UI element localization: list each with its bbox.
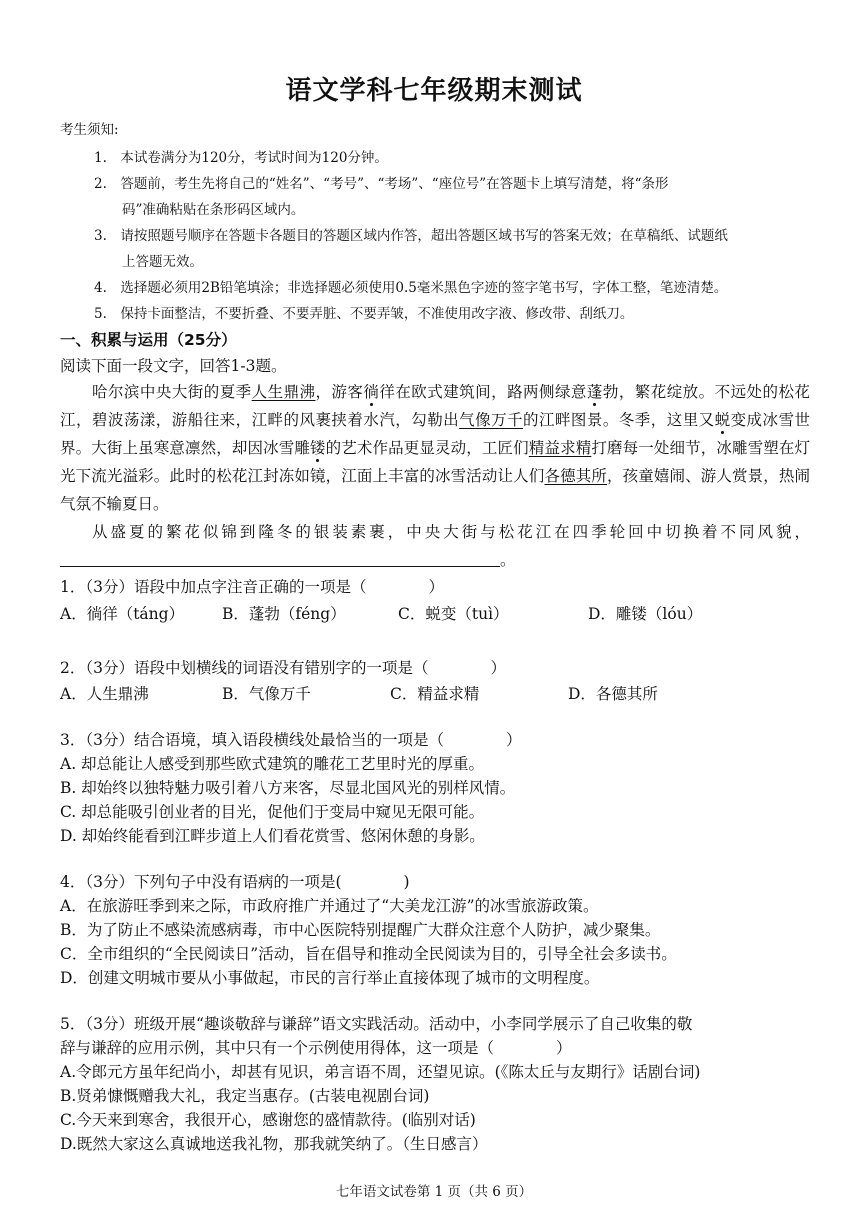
option-d: D.既然大家这么真诚地送我礼物，那我就笑纳了。（生日感言）	[60, 1135, 488, 1153]
section-intro: 阅读下面一段文字，回答1-3题。	[60, 357, 287, 375]
notice-item: 2. 答题前，考生先将自己的“姓名”、“考号”、“考场”、“座位号”在答题卡上填写清楚，将“条形	[94, 176, 669, 192]
underlined-word-3: 精益求精	[528, 439, 592, 457]
section-heading: 一、积累与运用（25分）	[60, 331, 237, 349]
option-b: B.贤弟慷慨赠我大礼，我定当惠存。(古装电视剧台词)	[60, 1087, 430, 1105]
question-5-stem: 辞与谦辞的应用示例，其中只有一个示例使用得体，这一项是（ ）	[60, 1039, 572, 1057]
option-c: C．全市组织的“全民阅读日”活动，旨在倡导和推动全民阅读为目的，引导全社会多读书。	[60, 945, 677, 963]
underlined-word-1: 人生鼎沸	[251, 383, 316, 401]
question-3-stem: 3．（3分）结合语境，填入语段横线处最恰当的一项是（ ）	[60, 731, 522, 749]
option-a: A.令郎元方虽年纪尚小，却甚有见识，弟言语不周，还望见谅。(《陈太丘与友期行》话剧台词)	[60, 1063, 701, 1081]
answer-blank-line	[60, 550, 500, 567]
dotted-char: 徜	[363, 383, 380, 401]
reading-passage-end: 从盛夏的繁花似锦到隆冬的银装素裹，中央大街与松花江在四季轮回中切换着不同风貌，。	[60, 518, 810, 574]
option-a: A．在旅游旺季到来之际，市政府推广并通过了“大美龙江游”的冰雪旅游政策。	[60, 897, 599, 915]
dotted-char: 蜕	[714, 411, 731, 429]
notice-item: 1. 本试卷满分为120分，考试时间为120分钟。	[94, 150, 388, 166]
reading-passage: 哈尔滨中央大街的夏季人生鼎沸，游客徜徉在欧式建筑间，路两侧绿意蓬勃，繁花绽放。不远处的松花江，碧波荡漾，游船往来，江畔的风裹挟着水汽，勾勒出气像万千的江畔图景。冬季，这里又蜕变成冰雪世界。大街上虽寒意凛然，却因冰雪雕镂的艺术作品更显灵动，工匠们精益求精打磨每一处细节，冰雕雪塑在灯光下流光溢彩。此时的松花江封冻如镜，江面上丰富的冰雪活动让人们各德其所，孩童嬉闹、游人赏景，热闹气氛不输夏日。	[60, 383, 810, 513]
dotted-char: 镂	[310, 439, 326, 457]
option-c: C．蜕变（tuì）	[398, 605, 509, 623]
option-b: B．为了防止不感染流感病毒，市中心医院特别提醒广大群众注意个人防护，减少聚集。	[60, 921, 661, 939]
dotted-char: 蓬	[586, 383, 603, 401]
notice-heading: 考生须知:	[60, 122, 119, 138]
option-d: D．雕镂（lóu）	[588, 605, 703, 623]
page-title: 语文学科七年级期末测试	[285, 76, 583, 106]
notice-item: 4. 选择题必须用2B铅笔填涂；非选择题必须使用0.5毫米黑色字迹的签字笔书写，字体工整，笔迹清楚。	[94, 280, 728, 296]
question-1-options	[0, 602, 868, 626]
underlined-word-4: 各德其所	[544, 467, 607, 485]
question-1-stem: 1．（3分）语段中加点字注音正确的一项是（ ）	[60, 578, 444, 596]
question-5-stem: 5．（3分）班级开展“趣谈敬辞与谦辞”语文实践活动。活动中，小李同学展示了自己收集的敬	[60, 1015, 693, 1033]
question-4-stem: 4．（3分）下列句子中没有语病的一项是( )	[60, 873, 410, 891]
notice-item: 上答题无效。	[122, 254, 203, 270]
notice-item: 3. 请按照题号顺序在答题卡各题目的答题区域内作答，超出答题区域书写的答案无效；在草稿纸、试题纸	[94, 228, 728, 244]
option-d: D. 却始终能看到江畔步道上人们看花赏雪、悠闲休憩的身影。	[60, 827, 485, 845]
option-b: B．蓬勃（féng）	[222, 605, 346, 623]
option-c: C.今天来到寒舍，我很开心，感谢您的盛情款待。(临别对话)	[60, 1111, 476, 1129]
option-b: B. 却始终以独特魅力吸引着八方来客，尽显北国风光的别样风情。	[60, 779, 516, 797]
option-c: C. 却总能吸引创业者的目光，促他们于变局中窥见无限可能。	[60, 803, 485, 821]
option-a: A．人生鼎沸	[60, 685, 149, 703]
option-a: A. 却总能让人感受到那些欧式建筑的雕花工艺里时光的厚重。	[60, 755, 485, 773]
option-a: A．徜徉（táng）	[60, 605, 185, 623]
notice-item: 5. 保持卡面整洁，不要折叠、不要弄脏、不要弄皱，不准使用改字液、修改带、刮纸刀。	[94, 306, 634, 322]
question-2-stem: 2．（3分）语段中划横线的词语没有错别字的一项是（ ）	[60, 659, 506, 677]
notice-item: 码”准确粘贴在条形码区域内。	[122, 202, 305, 218]
question-2-options	[0, 682, 868, 706]
option-c: C．精益求精	[390, 685, 480, 703]
page-footer: 七年语文试卷第 1 页（共 6 页）	[335, 1184, 533, 1200]
option-b: B．气像万千	[222, 685, 311, 703]
option-d: D．各德其所	[568, 685, 658, 703]
option-d: D．创建文明城市要从小事做起，市民的言行举止直接体现了城市的文明程度。	[60, 969, 600, 987]
underlined-word-2: 气像万千	[459, 411, 524, 429]
